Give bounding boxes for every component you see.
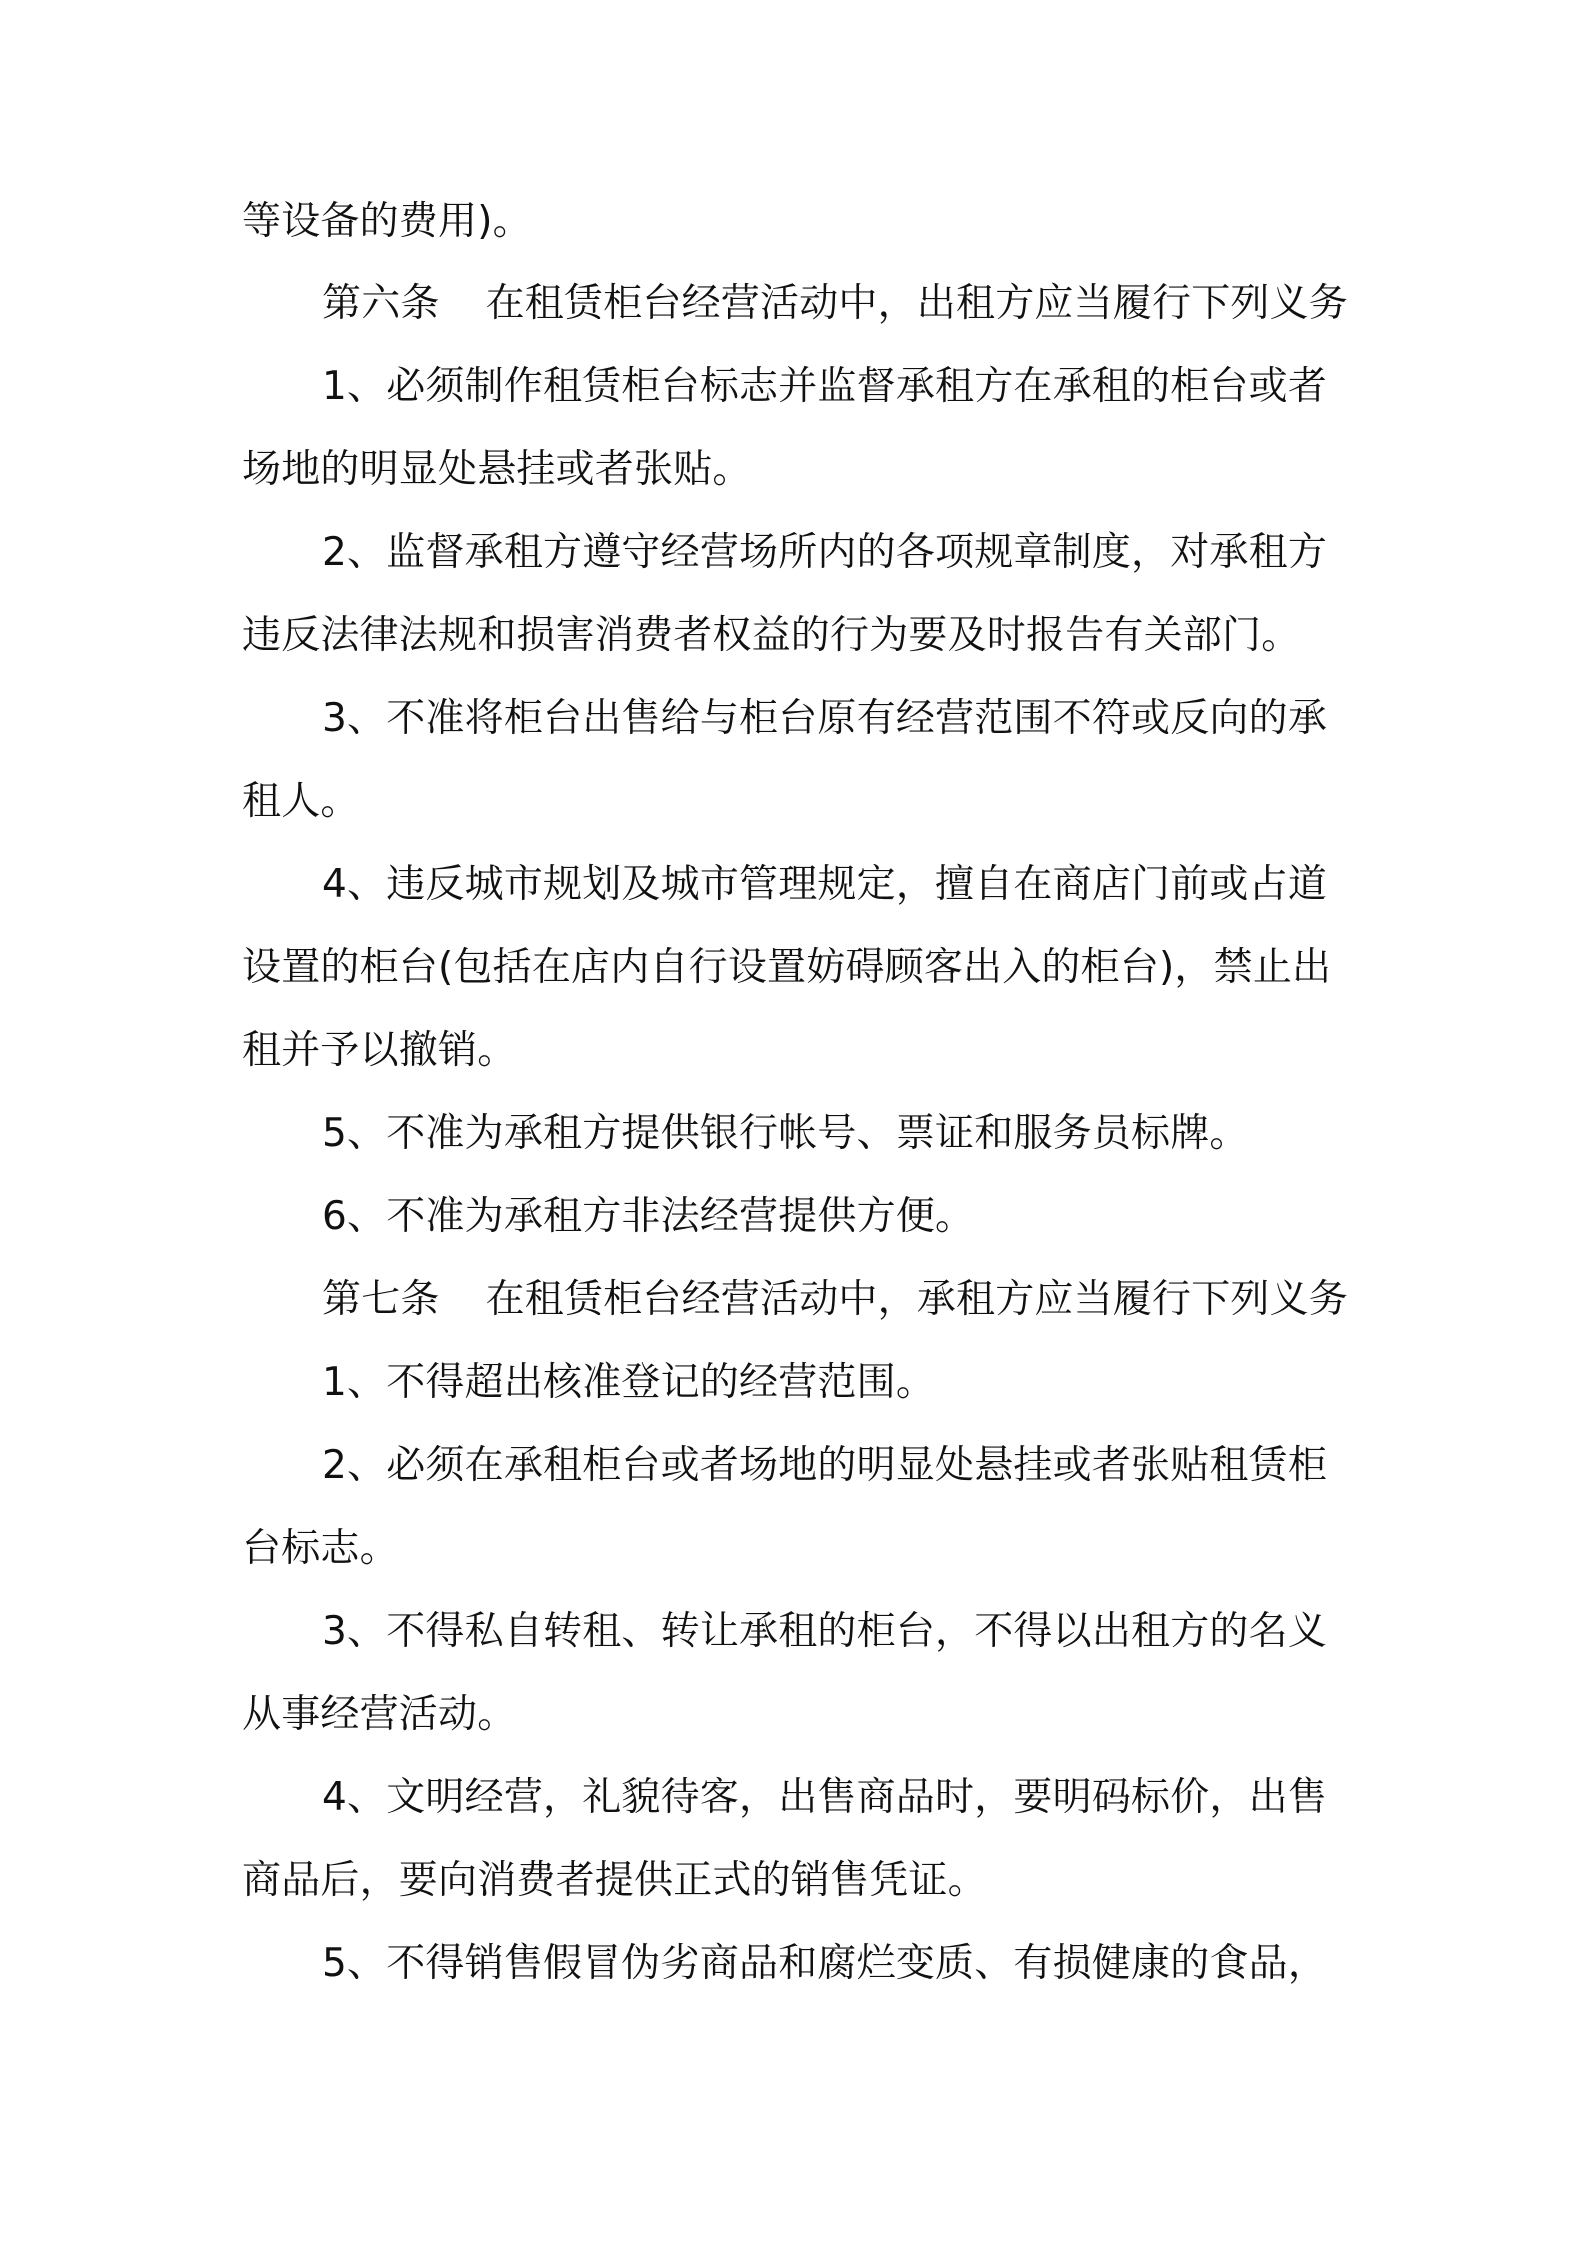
- article-title: 在租赁柜台经营活动中，出租方应当履行下列义务: [485, 281, 1349, 326]
- article-6-item-2-line-1: [322, 523, 1327, 583]
- article-6-item-1-line-2: [242, 440, 752, 500]
- article-7-item-3-line-2: [242, 1685, 516, 1745]
- line-text: 3、不准将柜台出售给与柜台原有经营范围不符或反向的承: [322, 696, 1328, 741]
- line-text: 设置的柜台(包括在店内自行设置妨碍顾客出入的柜台)，禁止出: [242, 945, 1332, 990]
- article-number: 第七条: [322, 1277, 440, 1322]
- article-7-item-1: [322, 1353, 935, 1413]
- line-text: 1、不得超出核准登记的经营范围。: [322, 1360, 936, 1405]
- article-7-item-5-line-1: [322, 1934, 1327, 1994]
- article-6-heading: [322, 274, 1348, 334]
- article-7-item-4-line-1: [322, 1768, 1327, 1828]
- paragraph-line-continuation: [242, 192, 532, 252]
- line-text: 5、不准为承租方提供银行帐号、票证和服务员标牌。: [322, 1111, 1249, 1156]
- article-number: 第六条: [322, 281, 440, 326]
- article-7-item-2-line-1: [322, 1436, 1327, 1496]
- article-7-item-2-line-2: [242, 1519, 399, 1579]
- line-text: 从事经营活动。: [242, 1692, 517, 1737]
- line-text: 商品后，要向消费者提供正式的销售凭证。: [242, 1858, 987, 1903]
- article-7-heading: [322, 1270, 1348, 1330]
- line-text: 1、必须制作租赁柜台标志并监督承租方在承租的柜台或者: [322, 364, 1328, 409]
- line-text: 4、文明经营，礼貌待客，出售商品时，要明码标价，出售: [322, 1775, 1328, 1820]
- article-6-item-6: [322, 1187, 974, 1247]
- article-7-item-4-line-2: [242, 1851, 987, 1911]
- article-6-item-3-line-1: [322, 689, 1327, 749]
- article-title: 在租赁柜台经营活动中，承租方应当履行下列义务: [485, 1277, 1349, 1322]
- article-6-item-4-line-3: [242, 1021, 516, 1081]
- line-text: 3、不得私自转租、转让承租的柜台，不得以出租方的名义: [322, 1609, 1328, 1654]
- line-text: 租并予以撤销。: [242, 1028, 517, 1073]
- article-6-item-5: [322, 1104, 1249, 1164]
- line-text: 等设备的费用)。: [242, 199, 532, 244]
- line-text: 2、必须在承租柜台或者场地的明显处悬挂或者张贴租赁柜: [322, 1443, 1328, 1488]
- article-6-item-3-line-2: [242, 772, 360, 832]
- article-6-item-4-line-2: [242, 938, 1331, 998]
- line-text: 2、监督承租方遵守经营场所内的各项规章制度，对承租方: [322, 530, 1328, 575]
- line-text: 4、违反城市规划及城市管理规定，擅自在商店门前或占道: [322, 862, 1328, 907]
- article-6-item-1-line-1: [322, 357, 1327, 417]
- line-text: 台标志。: [242, 1526, 399, 1571]
- line-text: 租人。: [242, 779, 360, 824]
- line-text: 6、不准为承租方非法经营提供方便。: [322, 1194, 975, 1239]
- line-text: 场地的明显处悬挂或者张贴。: [242, 447, 752, 492]
- article-6-item-2-line-2: [242, 606, 1300, 666]
- line-text: 违反法律法规和损害消费者权益的行为要及时报告有关部门。: [242, 613, 1301, 658]
- article-7-item-3-line-1: [322, 1602, 1327, 1662]
- line-text: 5、不得销售假冒伪劣商品和腐烂变质、有损健康的食品，: [322, 1941, 1328, 1986]
- article-6-item-4-line-1: [322, 855, 1327, 915]
